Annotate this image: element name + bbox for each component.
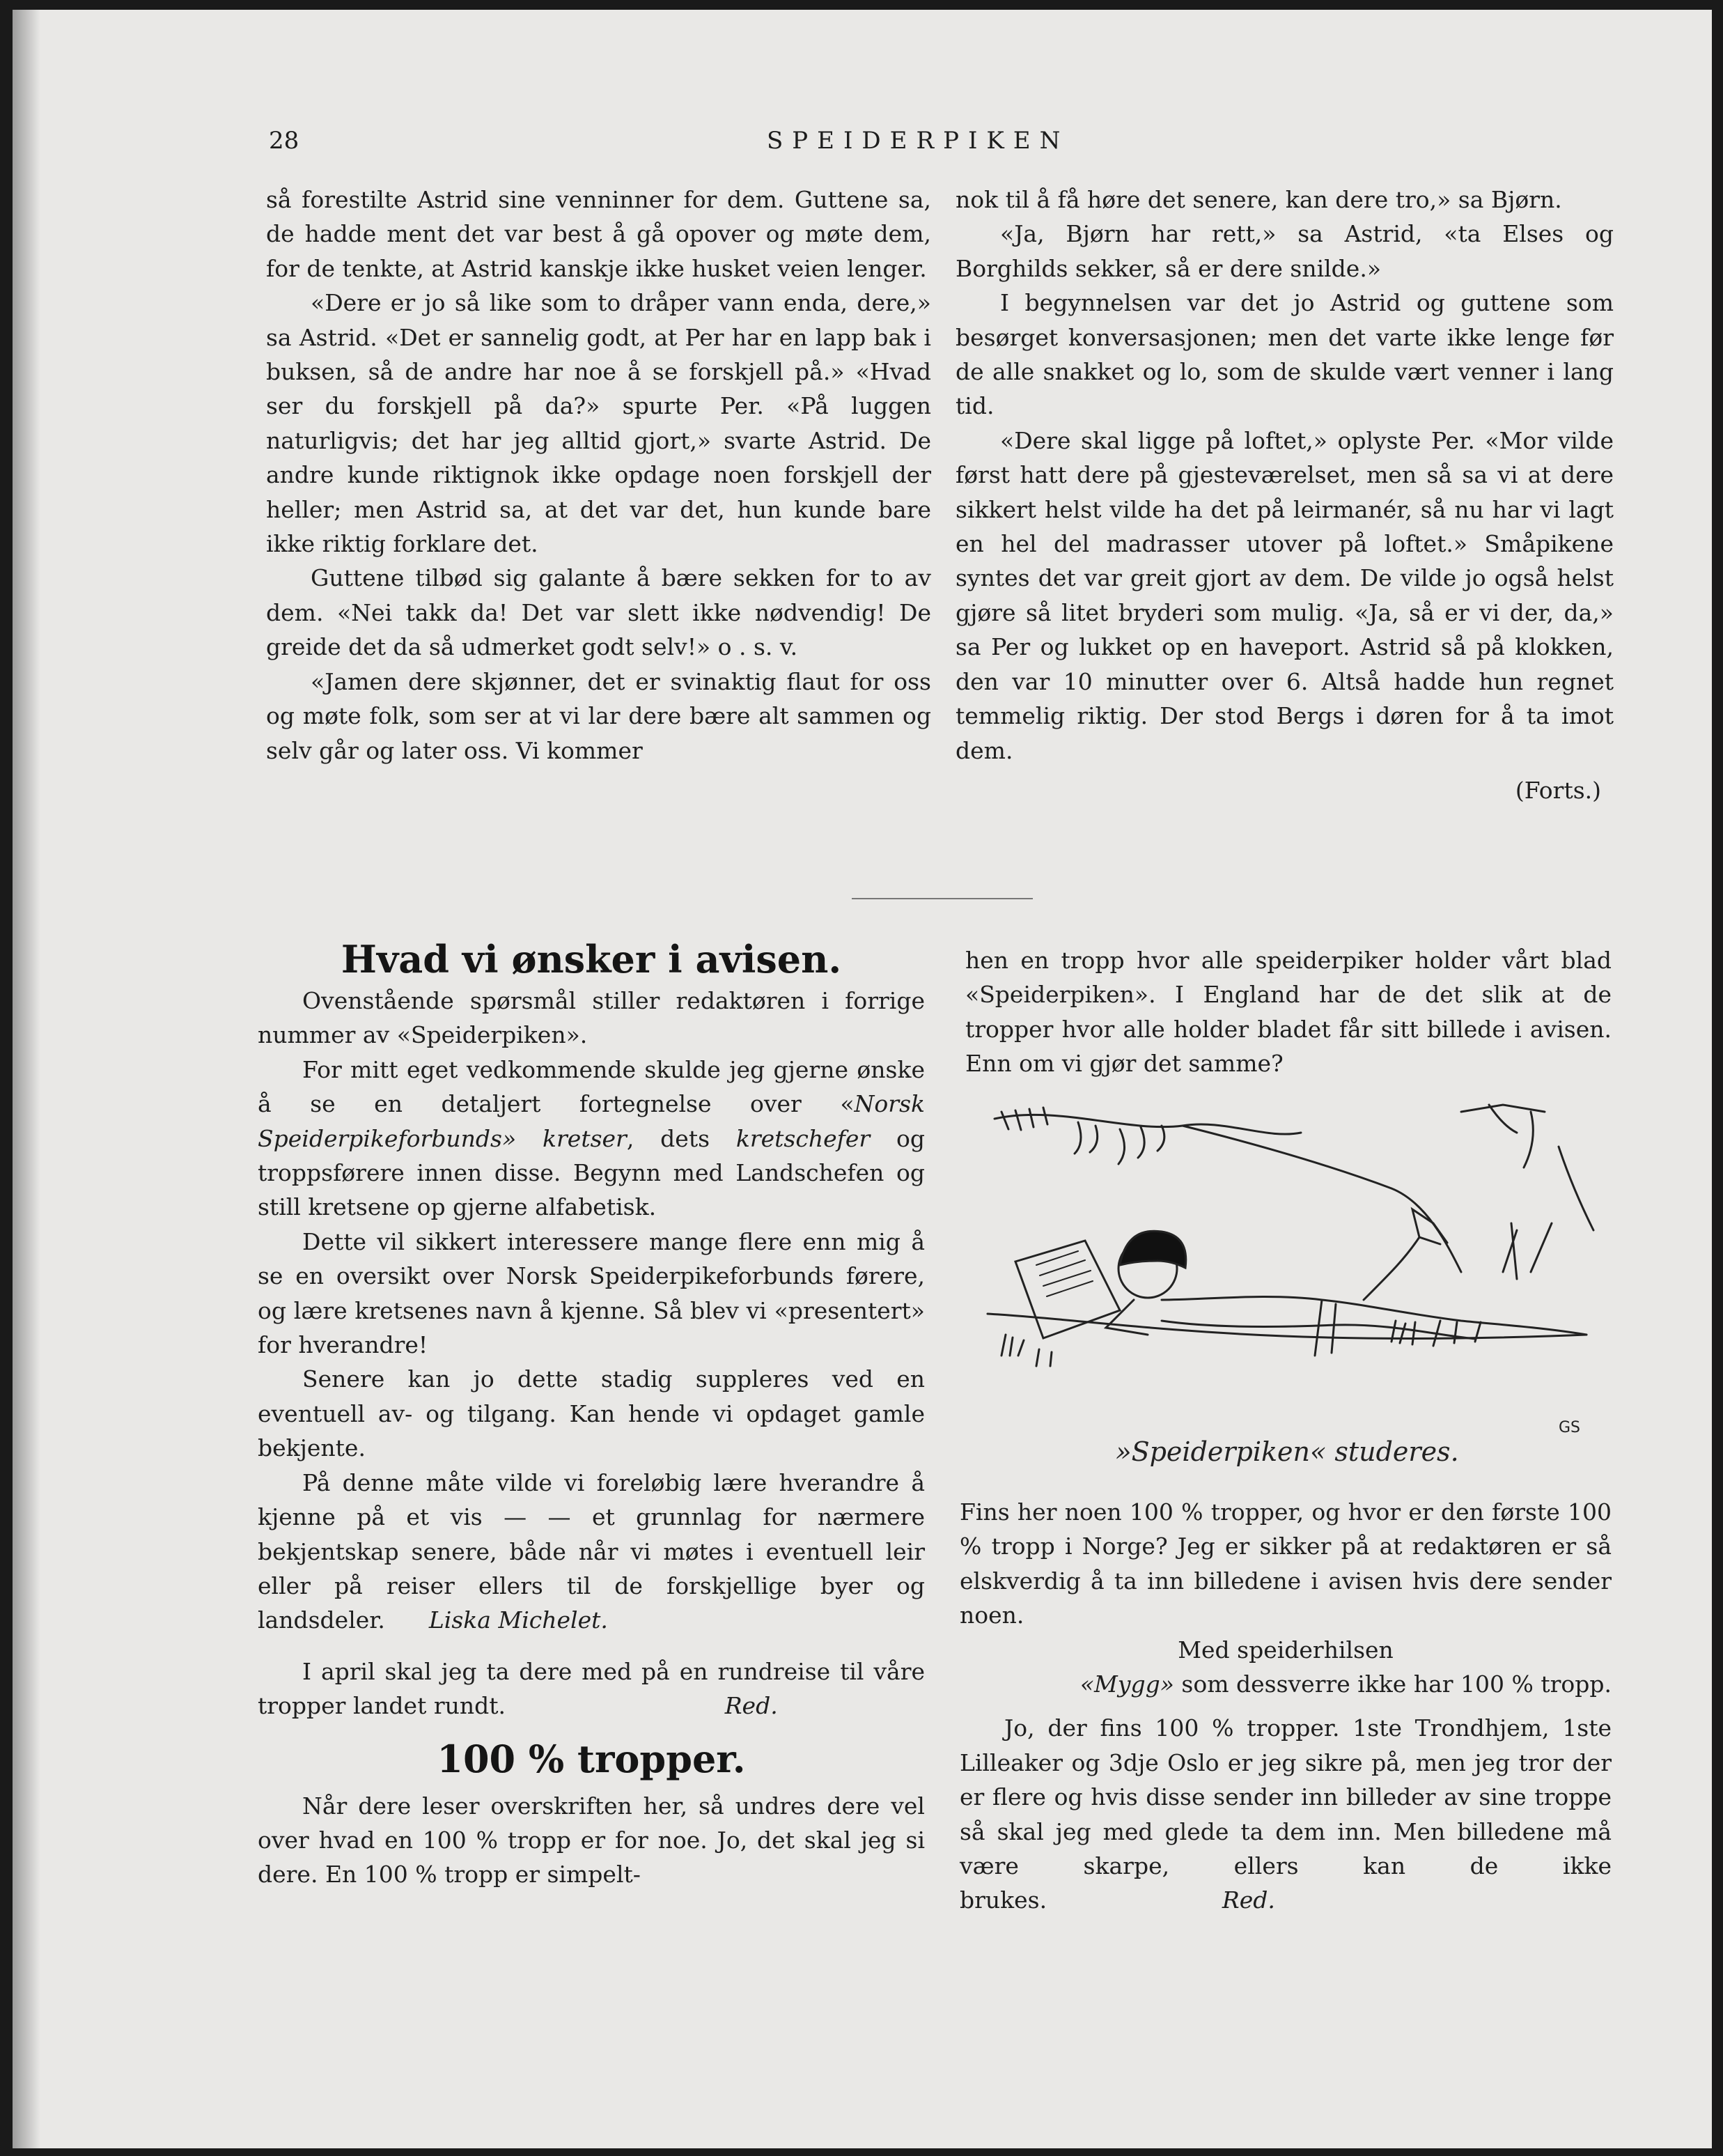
- article-paragraph: Ovenstående spørsmål stiller redaktøren i forrige nummer av «Speiderpiken».: [258, 987, 925, 1049]
- editor-signature: Red.: [1222, 1886, 1275, 1914]
- illustration-monogram: GS: [1559, 1419, 1581, 1436]
- story-right-column: [956, 183, 1614, 807]
- illustration-caption: »Speiderpiken« studeres.: [1115, 1436, 1459, 1467]
- page-number: 28: [269, 127, 299, 155]
- article-paragraph: Senere kan jo dette stadig suppleres ved en eventuell av- og tilgang. Kan hende vi opdaget gamle bekjente.: [258, 1365, 925, 1462]
- page-edge-shadow: [13, 10, 40, 2148]
- editor-signature: Red.: [724, 1692, 778, 1720]
- editor-reply: Jo, der fins 100 % tropper. 1ste Trondhjem, 1ste Lilleaker og 3dje Oslo er jeg sikre på, men jeg tror der er flere og hvis disse sender inn billeder av sine troppe så skal jeg med glede ta dem inn. Men billedene må være skarpe, ellers kan de ikke brukes. Red.: [960, 1714, 1612, 1914]
- journal-title: SPEIDERPIKEN: [767, 127, 1070, 155]
- article-paragraph: For mitt eget vedkommende skulde jeg gjerne ønske å se en detaljert fortegnelse over «Norsk Speiderpikeforbunds» kretser, dets kretschefer og troppsførere innen disse. Begynn med Landschefen og still kretsene op gjerne alfabetisk.: [258, 1055, 925, 1221]
- article-paragraph: På denne måte vilde vi foreløbig lære hverandre å kjenne på et vis — — et grunnlag for nærmere bekjentskap senere, både når vi møtes i eventuell leir eller på reiser ellers til de forskjellige byer og landsdeler. Liska Michelet.: [258, 1468, 925, 1634]
- lower-right-column-bottom: [960, 1495, 1612, 1918]
- running-head: [269, 127, 1641, 160]
- article-title: Hvad vi ønsker i avisen.: [341, 937, 842, 982]
- girl-reading-illustration: [974, 1091, 1600, 1481]
- article-paragraph: hen en tropp hvor alle speiderpiker holder vårt blad «Speiderpiken». I England har de det slik at de tropper hvor alle holder bladet får sitt billede i avisen. Enn om vi gjør det samme?: [965, 947, 1612, 1078]
- lower-left-column: [258, 935, 925, 1892]
- lower-right-column-top: [965, 943, 1612, 1081]
- greeting: Med speiderhilsen: [1178, 1636, 1394, 1663]
- story-paragraph: «Dere er jo så like som to dråper vann enda, dere,» sa Astrid. «Det er sannelig godt, at Per har en lapp bak i buksen, så de andre har noe å se forskjell på.» «Hvad ser du forskjell på da?» spurte Per. «På luggen naturligvis; det har jeg alltid gjort,» svarte Astrid. De andre kunde riktignok ikke opdage noen forskjell der heller; men Astrid sa, at det var det, hun kunde bare ikke riktig forklare det.: [266, 289, 931, 558]
- article-paragraph: Dette vil sikkert interessere mange flere enn mig å se en oversikt over Norsk Speiderpikeforbunds førere, og lære kretsenes navn å kjenne. Så blev vi «presentert» for hverandre!: [258, 1227, 925, 1359]
- story-paragraph: I begynnelsen var det jo Astrid og guttene som besørget konversasjonen; men det varte ikke lenge før de alle snakket og lo, som de skulde vært venner i lang tid.: [956, 289, 1614, 420]
- story-paragraph: så forestilte Astrid sine venninner for dem. Guttene sa, de hadde ment det var best å gå opover og møte dem, for de tenkte, at Astrid kanskje ikke husket veien lenger.: [266, 186, 931, 282]
- continued-note: (Forts.): [1515, 776, 1601, 804]
- section-divider: [852, 898, 1033, 899]
- article-paragraph: Fins her noen 100 % tropper, og hvor er den første 100 % tropp i Norge? Jeg er sikker på at redaktøren er så elskverdig å ta inn billedene i avisen hvis dere sender noen.: [960, 1498, 1612, 1629]
- story-paragraph: Guttene tilbød sig galante å bære sekken for to av dem. «Nei takk da! Det var slett ikke nødvendig! De greide det da så udmerket godt selv!» o . s. v.: [266, 564, 931, 661]
- article-paragraph: Når dere leser overskriften her, så undres dere vel over hvad en 100 % tropp er for noe. Jo, det skal jeg si dere. En 100 % tropp er simpelt-: [258, 1792, 925, 1889]
- story-paragraph: nok til å få høre det senere, kan dere tro,» sa Bjørn.: [956, 186, 1562, 213]
- article-title: 100 % tropper.: [437, 1736, 746, 1781]
- story-left-column: [266, 183, 931, 768]
- magazine-page: [13, 10, 1712, 2148]
- story-paragraph: «Dere skal ligge på loftet,» oplyste Per. «Mor vilde først hatt dere på gjesteværelset, men så sa vi at dere sikkert helst vilde ha det på leirmanér, så nu har vi lagt en hel del madrasser utover på loftet.» Småpikene syntes det var greit gjort av dem. De vilde jo også helst gjøre så litet bryderi som mulig. «Ja, så er vi der, da,» sa Per og lukket op en haveport. Astrid så på klokken, den var 10 minutter over 6. Altså hadde hun regnet temmelig riktig. Der stod Bergs i døren for å ta imot dem.: [956, 426, 1614, 764]
- story-paragraph: «Ja, Bjørn har rett,» sa Astrid, «ta Elses og Borghilds sekker, så er dere snilde.»: [956, 220, 1614, 282]
- editor-note: I april skal jeg ta dere med på en rundreise til våre tropper landet rundt. Red.: [258, 1657, 925, 1720]
- sender-signature: «Mygg» som dessverre ikke har 100 % tropp.: [1079, 1670, 1612, 1698]
- story-paragraph: «Jamen dere skjønner, det er svinaktig flaut for oss og møte folk, som ser at vi lar dere bære alt sammen og selv går og later oss. Vi kommer: [266, 667, 931, 764]
- author-signature: Liska Michelet.: [428, 1606, 608, 1634]
